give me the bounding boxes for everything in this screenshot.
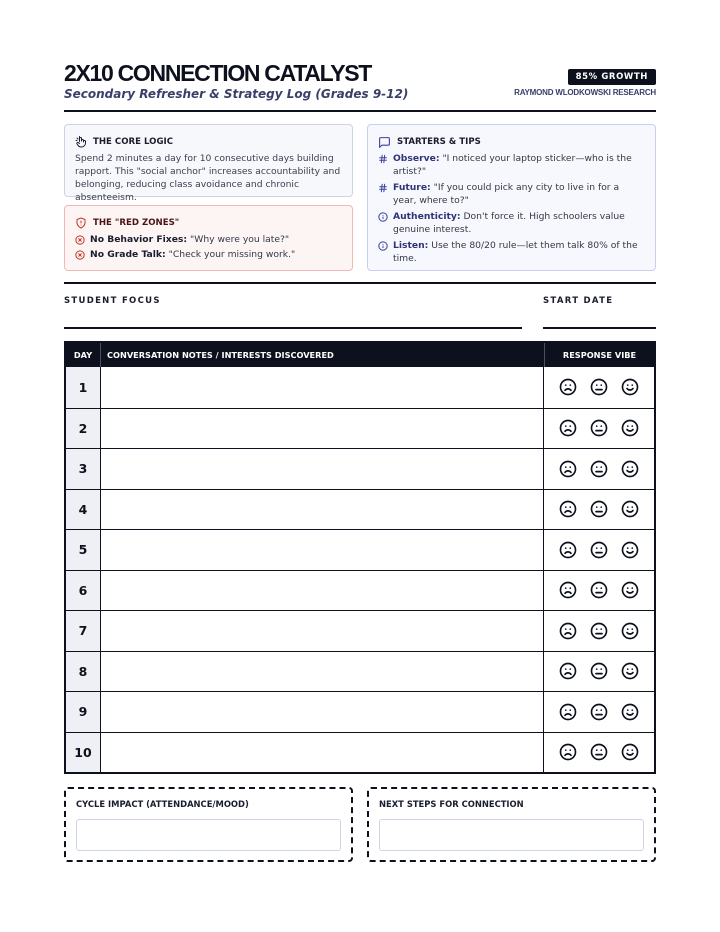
hand-pointer-icon [75, 136, 87, 148]
neutral-face-icon[interactable] [590, 419, 608, 437]
frown-face-icon[interactable] [559, 622, 577, 640]
response-vibe-cell [543, 409, 654, 449]
conversation-notes-cell[interactable] [102, 611, 543, 651]
start-date-label: START DATE [543, 296, 614, 306]
conversation-notes-cell[interactable] [102, 367, 543, 408]
day-number: 10 [66, 733, 101, 773]
core-logic-title: THE CORE LOGIC [93, 136, 174, 147]
page-title: 2X10 CONNECTION CATALYST [64, 60, 372, 86]
frown-face-icon[interactable] [559, 703, 577, 721]
red-zone-item [75, 248, 342, 261]
red-zone-text: "Why were you late?" [190, 234, 290, 245]
cycle-impact-box [64, 787, 353, 862]
neutral-face-icon[interactable] [590, 581, 608, 599]
tip-item [378, 239, 645, 265]
day-number: 4 [66, 490, 101, 530]
smile-face-icon[interactable] [621, 378, 639, 396]
neutral-face-icon[interactable] [590, 378, 608, 396]
next-steps-input[interactable] [379, 819, 644, 851]
frown-face-icon[interactable] [559, 743, 577, 761]
table-row [66, 489, 654, 530]
neutral-face-icon[interactable] [590, 622, 608, 640]
tip-label: Authenticity: [393, 211, 461, 222]
day-number: 6 [66, 571, 101, 611]
conversation-notes-cell[interactable] [102, 652, 543, 692]
cycle-impact-input[interactable] [76, 819, 341, 851]
table-body [66, 367, 654, 772]
red-zones-heading [75, 216, 342, 230]
frown-face-icon[interactable] [559, 581, 577, 599]
neutral-face-icon[interactable] [590, 662, 608, 680]
conversation-notes-cell[interactable] [102, 692, 543, 732]
table-row [66, 610, 654, 651]
red-zone-text: "Check your missing work." [168, 249, 296, 260]
column-header-vibe: RESPONSE VIBE [544, 343, 654, 367]
day-number: 9 [66, 692, 101, 732]
student-focus-field[interactable] [64, 327, 522, 329]
frown-face-icon[interactable] [559, 541, 577, 559]
response-vibe-cell [543, 611, 654, 651]
info-icon [378, 212, 388, 222]
smile-face-icon[interactable] [621, 500, 639, 518]
frown-face-icon[interactable] [559, 419, 577, 437]
red-zone-label: No Behavior Fixes: [90, 234, 188, 245]
info-icon [378, 241, 388, 251]
core-logic-box [64, 124, 353, 203]
smile-face-icon[interactable] [621, 622, 639, 640]
tip-label: Listen: [393, 240, 429, 251]
neutral-face-icon[interactable] [590, 500, 608, 518]
tip-label: Observe: [393, 153, 440, 164]
smile-face-icon[interactable] [621, 419, 639, 437]
table-row [66, 367, 654, 408]
section-divider [64, 282, 656, 284]
conversation-notes-cell[interactable] [102, 733, 543, 773]
table-row [66, 651, 654, 692]
response-vibe-cell [543, 733, 654, 773]
start-date-field[interactable] [543, 327, 656, 329]
next-steps-title: NEXT STEPS FOR CONNECTION [379, 799, 524, 809]
research-credit: RAYMOND WLODKOWSKI RESEARCH [514, 88, 656, 97]
shield-alert-icon [75, 217, 87, 229]
tips-heading [378, 135, 645, 149]
red-zones-title: THE "RED ZONES" [93, 217, 180, 228]
hash-icon [378, 154, 388, 164]
red-zone-label: No Grade Talk: [90, 249, 166, 260]
response-vibe-cell [543, 530, 654, 570]
day-number: 3 [66, 449, 101, 489]
neutral-face-icon[interactable] [590, 743, 608, 761]
neutral-face-icon[interactable] [590, 541, 608, 559]
tip-text: "If you could pick any city to live in for a year, where to?" [393, 182, 620, 206]
response-vibe-cell [543, 571, 654, 611]
smile-face-icon[interactable] [621, 743, 639, 761]
hash-icon [378, 183, 388, 193]
response-vibe-cell [543, 692, 654, 732]
table-header [66, 343, 654, 367]
tip-item [378, 152, 645, 178]
table-row [66, 691, 654, 732]
neutral-face-icon[interactable] [590, 703, 608, 721]
page-subtitle: Secondary Refresher & Strategy Log (Grades 9-12) [64, 87, 409, 101]
student-focus-label: STUDENT FOCUS [64, 296, 161, 306]
tip-text: Don't force it. High schoolers value genuine interest. [393, 211, 625, 235]
column-header-notes: CONVERSATION NOTES / INTERESTS DISCOVERED [107, 350, 334, 360]
conversation-notes-cell[interactable] [102, 571, 543, 611]
table-row [66, 408, 654, 449]
table-row [66, 732, 654, 773]
red-zones-box [64, 205, 353, 271]
smile-face-icon[interactable] [621, 581, 639, 599]
conversation-notes-cell[interactable] [102, 409, 543, 449]
x-circle-icon [75, 250, 85, 260]
response-vibe-cell [543, 490, 654, 530]
starters-tips-box [367, 124, 656, 271]
next-steps-box [367, 787, 656, 862]
response-vibe-cell [543, 652, 654, 692]
smile-face-icon[interactable] [621, 541, 639, 559]
frown-face-icon[interactable] [559, 662, 577, 680]
response-vibe-cell [543, 449, 654, 489]
message-square-icon [378, 136, 391, 149]
x-circle-icon [75, 235, 85, 245]
tip-text: Use the 80/20 rule—let them talk 80% of the time. [393, 240, 638, 264]
cycle-impact-title: CYCLE IMPACT (ATTENDANCE/MOOD) [76, 799, 249, 809]
tip-label: Future: [393, 182, 431, 193]
smile-face-icon[interactable] [621, 662, 639, 680]
tip-item [378, 210, 645, 236]
conversation-notes-cell[interactable] [102, 490, 543, 530]
conversation-notes-cell[interactable] [102, 449, 543, 489]
red-zone-item [75, 233, 342, 246]
day-number: 2 [66, 409, 101, 449]
day-number: 7 [66, 611, 101, 651]
daily-log-table [64, 341, 656, 774]
core-logic-heading [75, 135, 342, 149]
day-number: 8 [66, 652, 101, 692]
table-row [66, 529, 654, 570]
column-header-day: DAY [66, 343, 101, 367]
log-page [64, 0, 656, 932]
smile-face-icon[interactable] [621, 460, 639, 478]
frown-face-icon[interactable] [559, 460, 577, 478]
core-logic-text: Spend 2 minutes a day for 10 consecutive days building rapport. This "social anchor" increases accountability and belonging, reducing class avoidance and chronic absenteeism. [75, 153, 341, 203]
tip-text: "I noticed your laptop sticker—who is the artist?" [393, 153, 632, 177]
tip-item [378, 181, 645, 207]
response-vibe-cell [543, 367, 654, 408]
neutral-face-icon[interactable] [590, 460, 608, 478]
table-row [66, 448, 654, 489]
tips-title: STARTERS & TIPS [397, 136, 481, 147]
conversation-notes-cell[interactable] [102, 530, 543, 570]
growth-badge: 85% GROWTH [568, 69, 656, 85]
day-number: 5 [66, 530, 101, 570]
table-row [66, 570, 654, 611]
smile-face-icon[interactable] [621, 703, 639, 721]
day-number: 1 [66, 367, 101, 408]
header-divider [64, 110, 656, 112]
frown-face-icon[interactable] [559, 378, 577, 396]
frown-face-icon[interactable] [559, 500, 577, 518]
